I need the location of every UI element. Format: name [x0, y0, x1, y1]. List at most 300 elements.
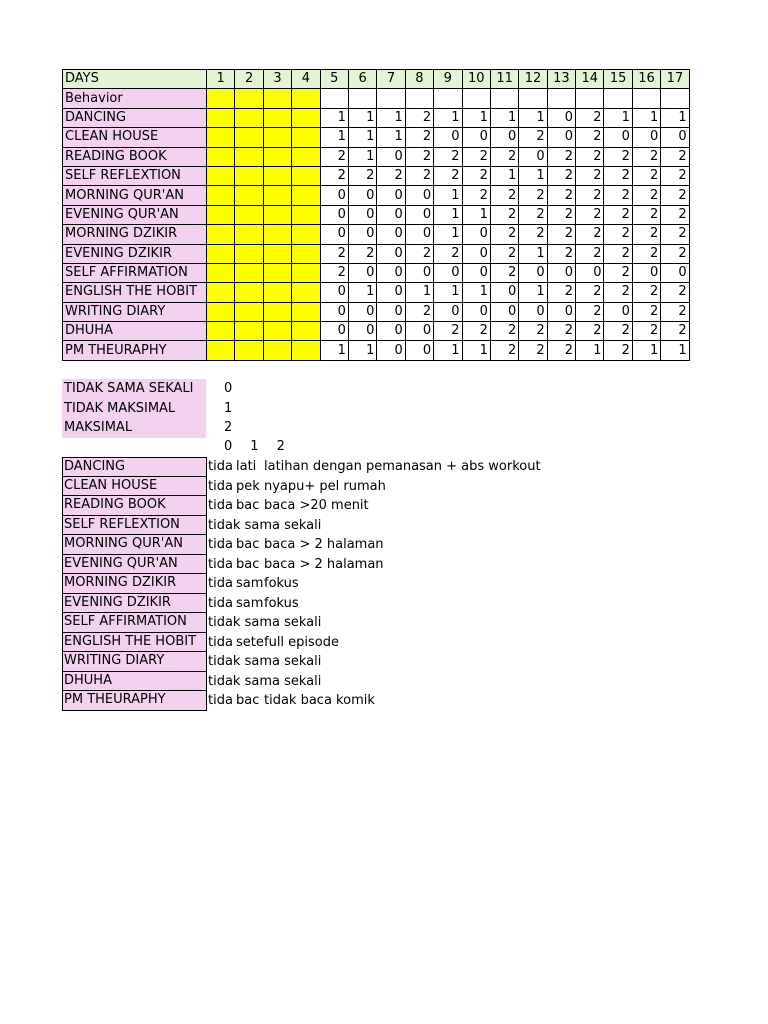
description-score-1[interactable]: sam: [236, 595, 264, 611]
score-cell[interactable]: 2: [604, 186, 632, 205]
score-cell[interactable]: 0: [661, 128, 689, 147]
day-header-cell[interactable]: 16: [632, 70, 660, 89]
description-score-2[interactable]: latihan dengan pemanasan + abs workout: [264, 459, 541, 474]
empty-cell[interactable]: [235, 302, 263, 321]
score-cell[interactable]: 1: [462, 108, 490, 127]
score-cell[interactable]: 0: [604, 302, 632, 321]
score-cell[interactable]: 1: [632, 108, 660, 127]
day-header-cell[interactable]: 11: [490, 70, 518, 89]
score-cell[interactable]: 0: [519, 263, 547, 282]
score-cell[interactable]: 1: [462, 205, 490, 224]
score-cell[interactable]: 2: [519, 186, 547, 205]
score-cell[interactable]: 0: [348, 302, 376, 321]
description-label[interactable]: EVENING QUR'AN: [62, 555, 207, 575]
scale-value[interactable]: 2: [276, 439, 285, 454]
description-score-2[interactable]: fokus: [264, 595, 299, 611]
score-cell[interactable]: 2: [576, 322, 604, 341]
score-cell[interactable]: 2: [462, 322, 490, 341]
score-cell[interactable]: 2: [576, 225, 604, 244]
day-header-cell[interactable]: 4: [292, 70, 320, 89]
score-cell[interactable]: 0: [632, 128, 660, 147]
score-cell[interactable]: 1: [348, 128, 376, 147]
score-cell[interactable]: 2: [320, 147, 348, 166]
score-cell[interactable]: 1: [490, 108, 518, 127]
description-score-0[interactable]: tida: [208, 634, 233, 650]
score-cell[interactable]: 0: [405, 225, 433, 244]
empty-cell[interactable]: [207, 205, 235, 224]
description-score-2[interactable]: nyapu+ pel rumah: [264, 478, 386, 494]
score-cell[interactable]: 0: [490, 283, 518, 302]
empty-cell[interactable]: [519, 89, 547, 108]
score-cell[interactable]: 2: [519, 322, 547, 341]
empty-cell[interactable]: [263, 108, 291, 127]
description-score-0[interactable]: tida: [208, 576, 233, 591]
behavior-label-cell[interactable]: SELF REFLEXTION: [63, 166, 207, 185]
empty-cell[interactable]: [292, 322, 320, 341]
description-score-2[interactable]: full episode: [264, 634, 340, 650]
empty-cell[interactable]: [292, 341, 320, 360]
score-cell[interactable]: 2: [661, 302, 689, 321]
empty-cell[interactable]: [434, 89, 462, 108]
score-cell[interactable]: 0: [320, 205, 348, 224]
description-score-0[interactable]: tidak sama sekali: [208, 654, 322, 669]
score-cell[interactable]: 2: [576, 283, 604, 302]
score-cell[interactable]: 2: [632, 205, 660, 224]
score-cell[interactable]: 0: [434, 302, 462, 321]
score-cell[interactable]: 2: [661, 166, 689, 185]
score-cell[interactable]: 1: [320, 128, 348, 147]
score-cell[interactable]: 0: [661, 263, 689, 282]
empty-cell[interactable]: [604, 89, 632, 108]
behavior-label-cell[interactable]: DHUHA: [63, 322, 207, 341]
score-cell[interactable]: 2: [405, 108, 433, 127]
score-cell[interactable]: 2: [519, 205, 547, 224]
score-cell[interactable]: 0: [576, 263, 604, 282]
empty-cell[interactable]: [207, 283, 235, 302]
score-cell[interactable]: 1: [434, 205, 462, 224]
behavior-label-cell[interactable]: READING BOOK: [63, 147, 207, 166]
empty-cell[interactable]: [235, 128, 263, 147]
day-header-cell[interactable]: 5: [320, 70, 348, 89]
score-cell[interactable]: 2: [576, 302, 604, 321]
score-cell[interactable]: 1: [348, 147, 376, 166]
score-cell[interactable]: 2: [661, 186, 689, 205]
description-score-1[interactable]: pek: [236, 478, 260, 494]
score-cell[interactable]: 2: [519, 225, 547, 244]
day-header-cell[interactable]: 6: [348, 70, 376, 89]
score-cell[interactable]: 2: [462, 147, 490, 166]
empty-cell[interactable]: [263, 205, 291, 224]
score-cell[interactable]: 2: [348, 244, 376, 263]
score-cell[interactable]: 2: [462, 166, 490, 185]
score-cell[interactable]: 0: [547, 263, 575, 282]
score-cell[interactable]: 0: [462, 128, 490, 147]
score-cell[interactable]: 1: [604, 108, 632, 127]
score-cell[interactable]: 2: [576, 108, 604, 127]
score-cell[interactable]: 1: [320, 108, 348, 127]
description-score-1[interactable]: sete: [236, 634, 264, 650]
score-cell[interactable]: 2: [405, 302, 433, 321]
day-header-cell[interactable]: 2: [235, 70, 263, 89]
description-score-2[interactable]: baca > 2 halaman: [264, 556, 384, 572]
score-cell[interactable]: 0: [462, 263, 490, 282]
score-cell[interactable]: 0: [348, 186, 376, 205]
day-header-cell[interactable]: 9: [434, 70, 462, 89]
empty-cell[interactable]: [320, 89, 348, 108]
description-score-1[interactable]: bac: [236, 693, 260, 708]
score-cell[interactable]: 0: [462, 244, 490, 263]
description-score-2[interactable]: fokus: [264, 576, 299, 591]
score-cell[interactable]: 2: [405, 147, 433, 166]
empty-cell[interactable]: [661, 89, 689, 108]
score-cell[interactable]: 2: [632, 166, 660, 185]
score-cell[interactable]: 2: [632, 186, 660, 205]
empty-cell[interactable]: [235, 147, 263, 166]
score-cell[interactable]: 0: [405, 341, 433, 360]
score-cell[interactable]: 0: [519, 302, 547, 321]
score-cell[interactable]: 0: [377, 341, 405, 360]
description-label[interactable]: ENGLISH THE HOBIT: [62, 633, 207, 653]
legend-label[interactable]: TIDAK SAMA SEKALI: [62, 379, 206, 399]
description-label[interactable]: EVENING DZIKIR: [62, 594, 207, 614]
score-cell[interactable]: 1: [348, 108, 376, 127]
score-cell[interactable]: 2: [490, 322, 518, 341]
score-cell[interactable]: 2: [519, 341, 547, 360]
score-cell[interactable]: 1: [632, 341, 660, 360]
empty-cell[interactable]: [235, 225, 263, 244]
score-cell[interactable]: 2: [632, 225, 660, 244]
empty-cell[interactable]: [263, 225, 291, 244]
description-score-0[interactable]: tida: [208, 556, 233, 572]
day-header-cell[interactable]: 12: [519, 70, 547, 89]
empty-cell[interactable]: [292, 147, 320, 166]
empty-cell[interactable]: [207, 322, 235, 341]
score-cell[interactable]: 2: [604, 244, 632, 263]
score-cell[interactable]: 2: [490, 263, 518, 282]
description-label[interactable]: MORNING DZIKIR: [62, 574, 207, 594]
behavior-header-cell[interactable]: Behavior: [63, 89, 207, 108]
score-cell[interactable]: 1: [434, 283, 462, 302]
score-cell[interactable]: 2: [348, 166, 376, 185]
description-score-1[interactable]: bac: [236, 556, 260, 572]
description-score-0[interactable]: tida: [208, 459, 233, 474]
score-cell[interactable]: 1: [519, 244, 547, 263]
score-cell[interactable]: 2: [377, 166, 405, 185]
scale-value[interactable]: 0: [224, 439, 233, 454]
score-cell[interactable]: 1: [661, 341, 689, 360]
empty-cell[interactable]: [263, 322, 291, 341]
legend-value[interactable]: 0: [224, 381, 233, 396]
score-cell[interactable]: 2: [576, 166, 604, 185]
empty-cell[interactable]: [235, 108, 263, 127]
description-score-0[interactable]: tida: [208, 478, 233, 494]
score-cell[interactable]: 2: [632, 147, 660, 166]
score-cell[interactable]: 2: [434, 147, 462, 166]
empty-cell[interactable]: [263, 89, 291, 108]
behavior-label-cell[interactable]: EVENING DZIKIR: [63, 244, 207, 263]
description-label[interactable]: PM THEURAPHY: [62, 691, 207, 711]
empty-cell[interactable]: [263, 341, 291, 360]
day-header-cell[interactable]: 17: [661, 70, 689, 89]
score-cell[interactable]: 1: [434, 108, 462, 127]
behavior-label-cell[interactable]: WRITING DIARY: [63, 302, 207, 321]
description-label[interactable]: READING BOOK: [62, 496, 207, 516]
empty-cell[interactable]: [292, 166, 320, 185]
score-cell[interactable]: 0: [348, 205, 376, 224]
empty-cell[interactable]: [292, 283, 320, 302]
score-cell[interactable]: 2: [632, 283, 660, 302]
empty-cell[interactable]: [235, 341, 263, 360]
empty-cell[interactable]: [547, 89, 575, 108]
empty-cell[interactable]: [632, 89, 660, 108]
score-cell[interactable]: 0: [405, 186, 433, 205]
days-header-cell[interactable]: DAYS: [63, 70, 207, 89]
score-cell[interactable]: 1: [434, 341, 462, 360]
empty-cell[interactable]: [462, 89, 490, 108]
score-cell[interactable]: 2: [405, 244, 433, 263]
score-cell[interactable]: 0: [377, 263, 405, 282]
empty-cell[interactable]: [263, 263, 291, 282]
score-cell[interactable]: 2: [405, 128, 433, 147]
score-cell[interactable]: 2: [405, 166, 433, 185]
empty-cell[interactable]: [207, 244, 235, 263]
score-cell[interactable]: 2: [490, 186, 518, 205]
legend-value[interactable]: 2: [224, 420, 233, 435]
score-cell[interactable]: 0: [462, 302, 490, 321]
score-cell[interactable]: 2: [604, 283, 632, 302]
empty-cell[interactable]: [235, 205, 263, 224]
empty-cell[interactable]: [263, 186, 291, 205]
description-score-0[interactable]: tida: [208, 498, 233, 513]
score-cell[interactable]: 0: [348, 225, 376, 244]
score-cell[interactable]: 2: [604, 263, 632, 282]
empty-cell[interactable]: [263, 302, 291, 321]
description-score-1[interactable]: lati: [236, 459, 257, 474]
score-cell[interactable]: 2: [490, 341, 518, 360]
score-cell[interactable]: 1: [519, 166, 547, 185]
score-cell[interactable]: 0: [377, 147, 405, 166]
day-header-cell[interactable]: 3: [263, 70, 291, 89]
empty-cell[interactable]: [292, 205, 320, 224]
empty-cell[interactable]: [576, 89, 604, 108]
empty-cell[interactable]: [207, 225, 235, 244]
empty-cell[interactable]: [207, 263, 235, 282]
score-cell[interactable]: 2: [576, 244, 604, 263]
empty-cell[interactable]: [235, 89, 263, 108]
behavior-label-cell[interactable]: EVENING QUR'AN: [63, 205, 207, 224]
score-cell[interactable]: 0: [434, 263, 462, 282]
behavior-label-cell[interactable]: PM THEURAPHY: [63, 341, 207, 360]
score-cell[interactable]: 1: [320, 341, 348, 360]
score-cell[interactable]: 0: [547, 302, 575, 321]
empty-cell[interactable]: [207, 147, 235, 166]
score-cell[interactable]: 2: [576, 147, 604, 166]
empty-cell[interactable]: [377, 89, 405, 108]
score-cell[interactable]: 2: [661, 322, 689, 341]
score-cell[interactable]: 0: [377, 205, 405, 224]
empty-cell[interactable]: [263, 283, 291, 302]
score-cell[interactable]: 0: [320, 322, 348, 341]
score-cell[interactable]: 0: [377, 283, 405, 302]
empty-cell[interactable]: [292, 128, 320, 147]
description-label[interactable]: WRITING DIARY: [62, 652, 207, 672]
day-header-cell[interactable]: 1: [207, 70, 235, 89]
empty-cell[interactable]: [292, 244, 320, 263]
score-cell[interactable]: 2: [490, 147, 518, 166]
score-cell[interactable]: 2: [661, 205, 689, 224]
empty-cell[interactable]: [263, 166, 291, 185]
score-cell[interactable]: 2: [661, 244, 689, 263]
score-cell[interactable]: 0: [405, 263, 433, 282]
score-cell[interactable]: 2: [320, 244, 348, 263]
score-cell[interactable]: 2: [519, 128, 547, 147]
empty-cell[interactable]: [207, 108, 235, 127]
empty-cell[interactable]: [263, 147, 291, 166]
score-cell[interactable]: 1: [462, 341, 490, 360]
empty-cell[interactable]: [207, 166, 235, 185]
description-score-0[interactable]: tidak sama sekali: [208, 673, 322, 689]
score-cell[interactable]: 2: [490, 244, 518, 263]
description-score-0[interactable]: tida: [208, 537, 233, 552]
empty-cell[interactable]: [292, 186, 320, 205]
score-cell[interactable]: 0: [604, 128, 632, 147]
score-cell[interactable]: 2: [632, 244, 660, 263]
score-cell[interactable]: 2: [576, 128, 604, 147]
description-score-2[interactable]: tidak baca komik: [264, 693, 375, 708]
score-cell[interactable]: 0: [547, 128, 575, 147]
score-cell[interactable]: 2: [547, 166, 575, 185]
empty-cell[interactable]: [490, 89, 518, 108]
empty-cell[interactable]: [207, 186, 235, 205]
day-header-cell[interactable]: 10: [462, 70, 490, 89]
score-cell[interactable]: 2: [604, 322, 632, 341]
score-cell[interactable]: 2: [604, 341, 632, 360]
score-cell[interactable]: 2: [320, 166, 348, 185]
empty-cell[interactable]: [235, 283, 263, 302]
behavior-label-cell[interactable]: SELF AFFIRMATION: [63, 263, 207, 282]
score-cell[interactable]: 1: [576, 341, 604, 360]
description-score-1[interactable]: bac: [236, 498, 260, 513]
score-cell[interactable]: 2: [547, 322, 575, 341]
empty-cell[interactable]: [235, 244, 263, 263]
behavior-label-cell[interactable]: CLEAN HOUSE: [63, 128, 207, 147]
score-cell[interactable]: 0: [462, 225, 490, 244]
description-score-0[interactable]: tidak sama sekali: [208, 517, 322, 533]
description-score-1[interactable]: bac: [236, 537, 260, 552]
score-cell[interactable]: 1: [519, 283, 547, 302]
score-cell[interactable]: 1: [377, 108, 405, 127]
score-cell[interactable]: 2: [604, 225, 632, 244]
legend-value[interactable]: 1: [224, 400, 233, 416]
empty-cell[interactable]: [348, 89, 376, 108]
empty-cell[interactable]: [292, 108, 320, 127]
score-cell[interactable]: 0: [377, 186, 405, 205]
score-cell[interactable]: 2: [661, 147, 689, 166]
description-label[interactable]: CLEAN HOUSE: [62, 477, 207, 497]
empty-cell[interactable]: [235, 186, 263, 205]
score-cell[interactable]: 2: [490, 225, 518, 244]
empty-cell[interactable]: [207, 89, 235, 108]
description-score-2[interactable]: baca >20 menit: [264, 498, 369, 513]
score-cell[interactable]: 0: [547, 108, 575, 127]
score-cell[interactable]: 0: [632, 263, 660, 282]
scale-value[interactable]: 1: [250, 439, 259, 454]
score-cell[interactable]: 0: [320, 302, 348, 321]
score-cell[interactable]: 2: [434, 166, 462, 185]
score-cell[interactable]: 2: [547, 225, 575, 244]
score-cell[interactable]: 1: [377, 128, 405, 147]
score-cell[interactable]: 0: [377, 302, 405, 321]
description-label[interactable]: DHUHA: [62, 672, 207, 692]
score-cell[interactable]: 2: [661, 283, 689, 302]
score-cell[interactable]: 0: [434, 128, 462, 147]
score-cell[interactable]: 0: [320, 283, 348, 302]
score-cell[interactable]: 2: [604, 166, 632, 185]
score-cell[interactable]: 1: [434, 225, 462, 244]
day-header-cell[interactable]: 7: [377, 70, 405, 89]
empty-cell[interactable]: [292, 263, 320, 282]
score-cell[interactable]: 2: [547, 283, 575, 302]
legend-label[interactable]: TIDAK MAKSIMAL: [62, 399, 206, 419]
score-cell[interactable]: 2: [576, 186, 604, 205]
description-score-0[interactable]: tida: [208, 693, 233, 708]
score-cell[interactable]: 2: [632, 322, 660, 341]
score-cell[interactable]: 2: [661, 225, 689, 244]
score-cell[interactable]: 1: [348, 283, 376, 302]
day-header-cell[interactable]: 14: [576, 70, 604, 89]
description-label[interactable]: SELF REFLEXTION: [62, 516, 207, 536]
score-cell[interactable]: 2: [604, 147, 632, 166]
empty-cell[interactable]: [207, 302, 235, 321]
behavior-label-cell[interactable]: MORNING QUR'AN: [63, 186, 207, 205]
score-cell[interactable]: 0: [405, 322, 433, 341]
score-cell[interactable]: 1: [519, 108, 547, 127]
empty-cell[interactable]: [292, 225, 320, 244]
score-cell[interactable]: 0: [377, 244, 405, 263]
description-label[interactable]: DANCING: [62, 457, 207, 477]
empty-cell[interactable]: [207, 341, 235, 360]
day-header-cell[interactable]: 13: [547, 70, 575, 89]
score-cell[interactable]: 2: [632, 302, 660, 321]
score-cell[interactable]: 2: [604, 205, 632, 224]
score-cell[interactable]: 2: [547, 205, 575, 224]
empty-cell[interactable]: [292, 302, 320, 321]
description-label[interactable]: SELF AFFIRMATION: [62, 613, 207, 633]
empty-cell[interactable]: [292, 89, 320, 108]
score-cell[interactable]: 2: [434, 322, 462, 341]
score-cell[interactable]: 1: [348, 341, 376, 360]
empty-cell[interactable]: [235, 322, 263, 341]
empty-cell[interactable]: [263, 244, 291, 263]
empty-cell[interactable]: [207, 128, 235, 147]
score-cell[interactable]: 0: [320, 186, 348, 205]
empty-cell[interactable]: [235, 166, 263, 185]
score-cell[interactable]: 0: [490, 128, 518, 147]
behavior-label-cell[interactable]: ENGLISH THE HOBIT: [63, 283, 207, 302]
score-cell[interactable]: 1: [434, 186, 462, 205]
score-cell[interactable]: 2: [462, 186, 490, 205]
score-cell[interactable]: 1: [405, 283, 433, 302]
score-cell[interactable]: 2: [547, 186, 575, 205]
behavior-label-cell[interactable]: DANCING: [63, 108, 207, 127]
empty-cell[interactable]: [263, 128, 291, 147]
score-cell[interactable]: 1: [661, 108, 689, 127]
legend-label[interactable]: MAKSIMAL: [62, 418, 206, 438]
empty-cell[interactable]: [235, 263, 263, 282]
score-cell[interactable]: 2: [576, 205, 604, 224]
score-cell[interactable]: 0: [519, 147, 547, 166]
empty-cell[interactable]: [405, 89, 433, 108]
